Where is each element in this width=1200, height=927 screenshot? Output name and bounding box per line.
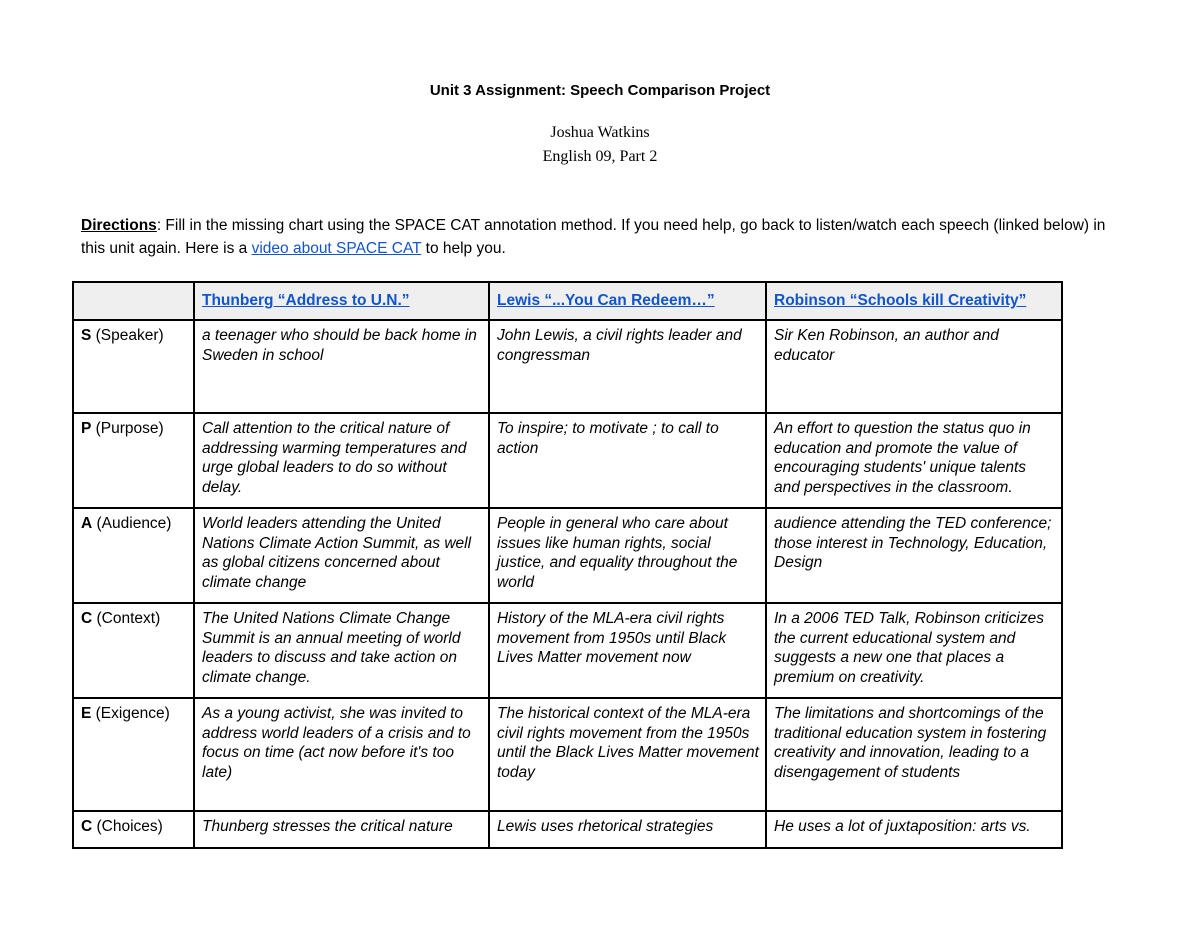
table-cell: The historical context of the MLA-era civil rights movement from the 1950s until the Black Lives Matter movement today xyxy=(489,698,766,811)
table-cell: In a 2006 TED Talk, Robinson criticizes the current educational system and suggests a new one that places a premium on creativity. xyxy=(766,603,1062,698)
table-cell: An effort to question the status quo in education and promote the value of encouraging students' unique talents and perspectives in the classroom. xyxy=(766,413,1062,508)
header-robinson xyxy=(766,282,1062,320)
table-row xyxy=(73,811,1062,848)
lewis-speech-link[interactable]: Lewis “...You Can Redeem…” xyxy=(497,292,715,309)
table-cell: a teenager who should be back home in Sweden in school xyxy=(194,320,489,413)
row-label-purpose: P (Purpose) xyxy=(73,413,194,508)
table-row xyxy=(73,508,1062,603)
directions-paragraph xyxy=(81,214,1131,260)
table-row xyxy=(73,413,1062,508)
table-cell: To inspire; to motivate ; to call to action xyxy=(489,413,766,508)
space-cat-video-link[interactable]: video about SPACE CAT xyxy=(251,240,422,257)
document-title: Unit 3 Assignment: Speech Comparison Project xyxy=(429,82,771,99)
row-label-context: C (Context) xyxy=(73,603,194,698)
table-cell: Sir Ken Robinson, an author and educator xyxy=(766,320,1062,413)
table-cell: Call attention to the critical nature of addressing warming temperatures and urge global leaders to do so without delay. xyxy=(194,413,489,508)
table-cell: People in general who care about issues like human rights, social justice, and equality throughout the world xyxy=(489,508,766,603)
directions-text-end: to help you. xyxy=(421,240,506,257)
row-label-exigence: E (Exigence) xyxy=(73,698,194,811)
header-lewis xyxy=(489,282,766,320)
table-cell: Lewis uses rhetorical strategies xyxy=(489,811,766,848)
table-row xyxy=(73,320,1062,413)
header-corner-cell xyxy=(73,282,194,320)
table-header-row xyxy=(73,282,1062,320)
table-row xyxy=(73,698,1062,811)
row-label-audience: A (Audience) xyxy=(73,508,194,603)
table-cell: audience attending the TED conference; those interest in Technology, Education, Design xyxy=(766,508,1062,603)
header-thunberg xyxy=(194,282,489,320)
author-name: Joshua Watkins xyxy=(550,124,650,141)
table-cell: Thunberg stresses the critical nature xyxy=(194,811,489,848)
table-cell: World leaders attending the United Nations Climate Action Summit, as well as global citizens concerned about climate change xyxy=(194,508,489,603)
table-cell: As a young activist, she was invited to address world leaders of a crisis and to focus on time (act now before it's too late) xyxy=(194,698,489,811)
robinson-speech-link[interactable]: Robinson “Schools kill Creativity” xyxy=(774,292,1027,309)
table-cell: The limitations and shortcomings of the traditional education system in fostering creativity and innovation, leading to a disengagement of students xyxy=(766,698,1062,811)
thunberg-speech-link[interactable]: Thunberg “Address to U.N.” xyxy=(202,292,410,309)
row-label-choices: C (Choices) xyxy=(73,811,194,848)
table-row xyxy=(73,603,1062,698)
directions-text: : Fill in the missing chart using the SPACE CAT annotation method. If you need help, go back to listen/watch each speech (linked below) in this unit again. Here is a xyxy=(81,217,1106,257)
row-label-speaker: S (Speaker) xyxy=(73,320,194,413)
table-cell: The United Nations Climate Change Summit is an annual meeting of world leaders to discuss and take action on climate change. xyxy=(194,603,489,698)
table-cell: History of the MLA-era civil rights movement from 1950s until Black Lives Matter movement now xyxy=(489,603,766,698)
table-cell: John Lewis, a civil rights leader and congressman xyxy=(489,320,766,413)
space-cat-table xyxy=(72,281,1063,849)
directions-label: Directions xyxy=(81,217,157,234)
course-name: English 09, Part 2 xyxy=(542,148,658,165)
table-cell: He uses a lot of juxtaposition: arts vs. xyxy=(766,811,1062,848)
